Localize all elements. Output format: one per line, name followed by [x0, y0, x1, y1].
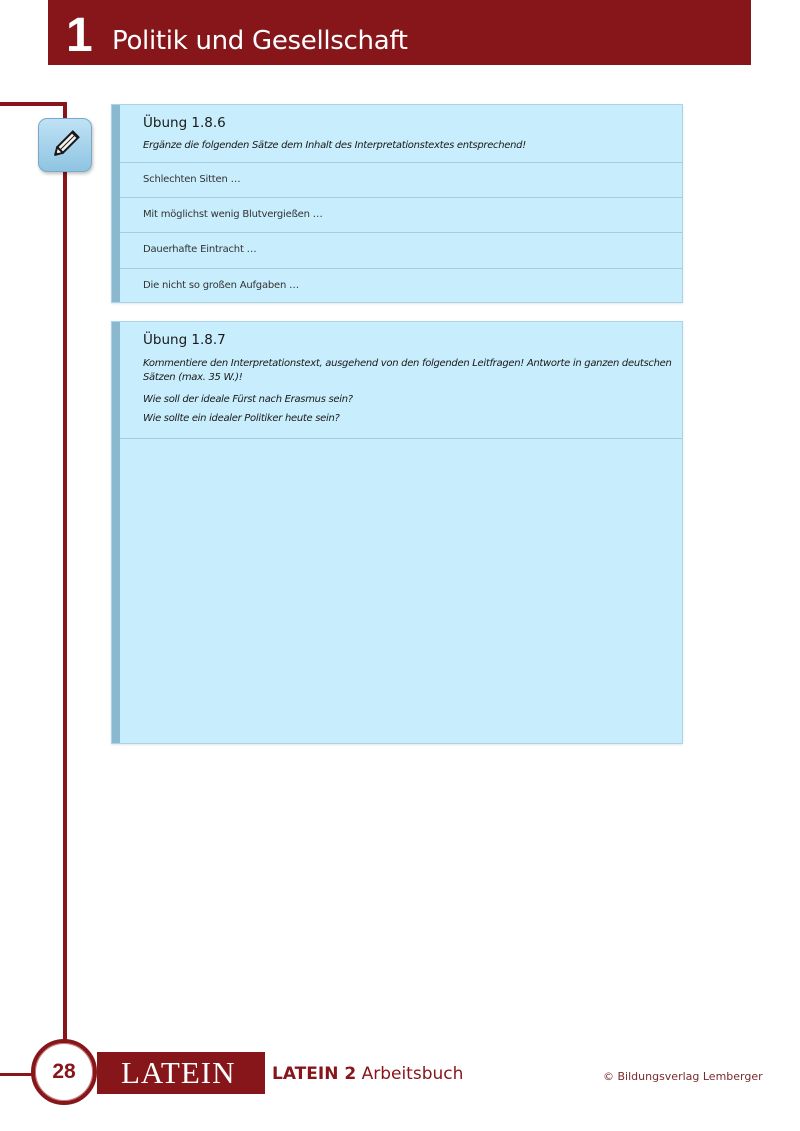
guiding-question: Wie sollte ein idealer Politiker heute sein?	[143, 413, 340, 424]
box-stripe	[112, 105, 120, 302]
pencil-icon	[38, 118, 92, 172]
guiding-question: Wie soll der ideale Fürst nach Erasmus sein?	[143, 394, 353, 405]
exercise-box-1-8-6	[111, 104, 683, 303]
exercise-instruction: Ergänze die folgenden Sätze dem Inhalt des Interpretationstextes entsprechend!	[143, 140, 526, 151]
logo-text: LATEIN	[121, 1055, 236, 1090]
page-number: 28	[52, 1060, 76, 1083]
page-number-badge	[31, 1039, 97, 1105]
fill-in-row[interactable]	[120, 232, 682, 268]
exercise-instruction: Kommentiere den Interpretationstext, ausgehend von den folgenden Leitfragen! Antworte in ganzen deutschen Sätzen (max. 35 W.)!	[143, 358, 672, 383]
chapter-number: 1	[66, 9, 93, 62]
box-stripe	[112, 322, 120, 743]
book-title-rest: Arbeitsbuch	[356, 1064, 464, 1084]
fill-in-row[interactable]	[120, 268, 682, 304]
exercise-title: Übung 1.8.6	[143, 115, 226, 131]
fill-in-row[interactable]	[120, 197, 682, 233]
sentence-start: Mit möglichst wenig Blutvergießen …	[143, 209, 323, 220]
chapter-title: Politik und Gesellschaft	[112, 26, 408, 56]
chapter-header	[48, 0, 751, 65]
book-title	[272, 1064, 463, 1084]
latein-logo	[97, 1052, 265, 1094]
book-title-bold: LATEIN 2	[272, 1064, 357, 1084]
sentence-start: Schlechten Sitten …	[143, 174, 241, 185]
fill-in-row[interactable]	[120, 162, 682, 198]
exercise-box-1-8-7	[111, 321, 683, 744]
footer-rail	[0, 1073, 33, 1076]
copyright: © Bildungsverlag Lemberger	[603, 1070, 763, 1083]
answer-area[interactable]	[120, 439, 682, 743]
margin-rail-horizontal	[0, 102, 67, 106]
sentence-start: Dauerhafte Eintracht …	[143, 244, 257, 255]
exercise-title: Übung 1.8.7	[143, 332, 226, 348]
margin-rail-vertical	[63, 102, 67, 1042]
sentence-start: Die nicht so großen Aufgaben …	[143, 280, 299, 291]
